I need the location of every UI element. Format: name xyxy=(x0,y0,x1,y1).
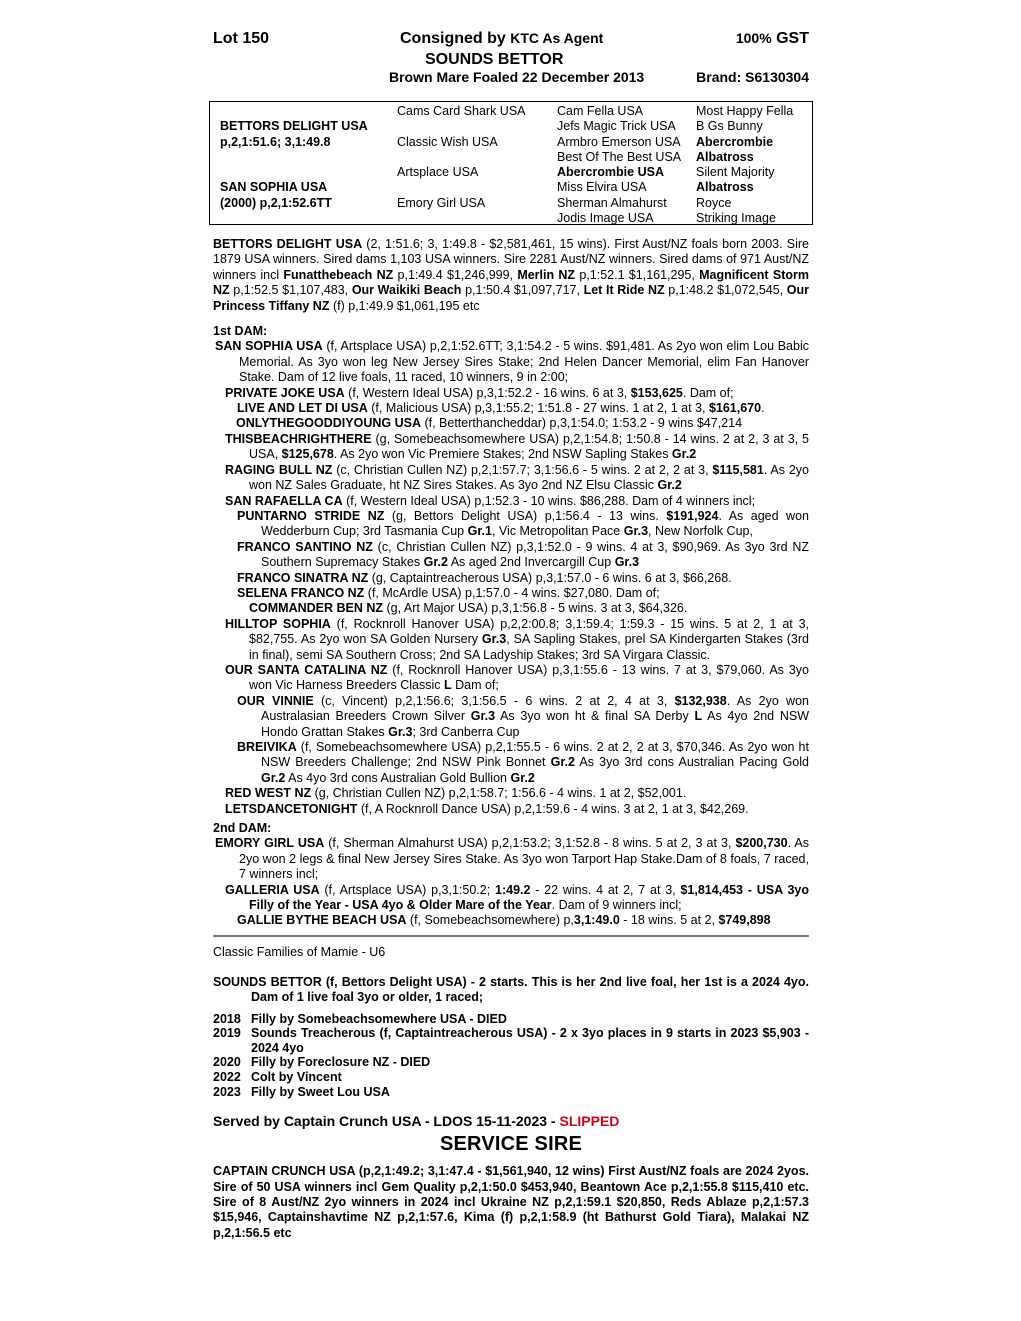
progeny-name: Merlin NZ xyxy=(517,267,576,282)
pedigree-g4: B Gs Bunny xyxy=(696,119,763,133)
entry-text: , Vic Metropolitan Pace xyxy=(491,524,624,539)
entry-text: (f, Somebeachsomewhere) p, xyxy=(406,913,574,928)
horse-name: SELENA FRANCO NZ xyxy=(237,585,365,600)
entry-text: (g, Christian Cullen NZ) p,2,1:58.7; 1:56.6 - 4 wins. 1 at 2, $52,001. xyxy=(311,786,687,801)
race-grade: Gr.2 xyxy=(261,770,286,785)
pedigree-dam: SAN SOPHIA USA xyxy=(220,180,328,194)
entry-text: As 3yo 3rd cons Australian Pacing Gold xyxy=(574,755,809,770)
horse-name: GALLERIA USA xyxy=(225,882,320,897)
entry-text: (g, Captaintreacherous USA) p,3,1:57.0 - 6 wins. 6 at 3, $66,268. xyxy=(368,570,732,585)
progeny-name: Our Princess Tiffany NZ xyxy=(213,283,810,313)
dam-entry-galleria xyxy=(213,883,809,914)
race-grade: Gr.1 xyxy=(467,524,492,539)
entry-text: . Dam of; xyxy=(682,385,734,400)
served-text: Served by Captain Crunch USA - LDOS 15-11-2023 - xyxy=(213,1113,560,1130)
horse-name: OUR SANTA CATALINA NZ xyxy=(225,662,388,677)
entry-text: . As 2yo won Vic Premiere Stakes; 2nd NSW Sapling Stakes xyxy=(333,447,672,462)
classic-family: Classic Families of Mamie - U6 xyxy=(213,944,386,959)
entry-text: (f, Western Ideal USA) p,1:52.3 - 10 wins. $86,288. Dam of 4 winners incl; xyxy=(342,493,756,508)
entry-text: , SA Sapling Stakes, prel SA Kindergarten Stakes (3rd in final), semi SA Southern Cross; 2nd SA Ladyship Stakes; 3rd SA Virgara Classic. xyxy=(249,632,809,662)
entry-text: As 4yo 2nd NSW Hondo Grattan Stakes xyxy=(261,709,810,739)
entry-text: (c, Vincent) p,2,1:56.6; 3,1:56.5 - 6 wins. 2 at 2, 4 at 3, xyxy=(313,693,675,708)
entry-text: (f, Artsplace USA) p,3,1:50.2; xyxy=(319,882,495,897)
produce-year: 2023 xyxy=(213,1084,241,1099)
entry-text: Dam of; xyxy=(451,678,499,693)
stake-money: $125,678 xyxy=(281,447,334,462)
dam-entry-breivika xyxy=(213,740,809,786)
stake-money: $115,581 xyxy=(712,462,764,477)
dam-entry-hilltop-sophia xyxy=(213,617,809,663)
entry-text: (g, Somebeachsomewhere USA) p,2,1:54.8; 1:50.8 - 14 wins. 2 at 2, 3 at 3, 5 USA, xyxy=(249,431,809,462)
stake-money: $153,625 xyxy=(630,385,683,400)
produce-item xyxy=(213,1026,809,1055)
horse-name: HILLTOP SOPHIA xyxy=(225,616,331,631)
entry-text: ; 3rd Canberra Cup xyxy=(412,724,520,739)
horse-name: FRANCO SANTINO NZ xyxy=(237,539,373,554)
consignor-line xyxy=(400,30,603,48)
race-record: 1:49.2 xyxy=(495,882,531,897)
horse-name: RED WEST NZ xyxy=(225,786,312,801)
horse-name: LETSDANCETONIGHT xyxy=(225,801,358,816)
dam-entry-franco-sinatra xyxy=(213,571,809,586)
pedigree-table xyxy=(209,101,813,225)
race-grade: Gr.3 xyxy=(388,724,413,739)
dam-entry-emory-girl xyxy=(213,836,809,882)
produce-year: 2022 xyxy=(213,1070,241,1085)
dam-entry-gallie-bythe-beach xyxy=(213,913,809,928)
entry-text: (g, Art Major USA) p,3,1:56.8 - 5 wins. 3 at 3, $64,326. xyxy=(383,601,688,616)
pedigree-g3: Armbro Emerson USA xyxy=(557,135,681,149)
pedigree-g3: Sherman Almahurst xyxy=(557,196,667,210)
service-sire-heading: SERVICE SIRE xyxy=(439,1133,583,1156)
entry-text: . xyxy=(761,401,765,416)
gst-label: GST xyxy=(776,30,809,47)
produce-text: Filly by Somebeachsomewhere USA - DIED xyxy=(251,1011,507,1026)
catalogue-page xyxy=(213,30,809,1241)
produce-text: Colt by Vincent xyxy=(251,1070,342,1085)
horse-name: RAGING BULL NZ xyxy=(225,462,333,477)
served-status: SLIPPED xyxy=(559,1113,620,1130)
dam-entry-commander-ben xyxy=(213,601,809,616)
pedigree-g4: Striking Image xyxy=(696,211,776,225)
produce-text: Filly by Sweet Lou USA xyxy=(251,1084,390,1099)
horse-name: PUNTARNO STRIDE NZ xyxy=(237,508,385,523)
entry-text: As 4yo 3rd cons Australian Gold Bullion xyxy=(285,770,511,785)
pedigree-g4: Royce xyxy=(696,196,732,210)
gst xyxy=(736,30,809,48)
entry-text: (c, Christian Cullen NZ) p,2,1:57.7; 3,1:56.6 - 5 wins. 2 at 2, 2 at 3, xyxy=(332,462,713,477)
entry-text: (f, Rocknroll Hanover USA) p,3,1:55.6 - 13 wins. 7 at 3, $79,060. As 3yo won Vic Harness Breeders Classic xyxy=(249,662,809,693)
dam-entry-thisbeachrighthere xyxy=(213,432,809,463)
dam-entry-franco-santino xyxy=(213,540,809,571)
sire-text: p,1:52.5 $1,107,483, xyxy=(229,283,352,298)
entry-text: , New Norfolk Cup, xyxy=(648,524,753,539)
sire-text: p,1:48.2 $1,072,545, xyxy=(664,283,787,298)
horse-name: FRANCO SINATRA NZ xyxy=(237,570,369,585)
dam-entry-raging-bull xyxy=(213,463,809,494)
horse-name: SAN SOPHIA USA xyxy=(215,339,323,354)
section-divider xyxy=(213,935,809,937)
progeny-name: Funatthebeach NZ xyxy=(283,267,394,282)
sire-text: (f) p,1:49.9 $1,061,195 etc xyxy=(329,298,480,313)
pedigree-g3: Cam Fella USA xyxy=(557,104,644,118)
entry-text: - 22 wins. 4 at 2, 7 at 3, xyxy=(530,882,681,897)
pedigree-g2: Cams Card Shark USA xyxy=(397,104,526,118)
second-dam-heading: 2nd DAM: xyxy=(213,821,272,836)
entry-text: (f, McArdle USA) p,1:57.0 - 4 wins. $27,080. Dam of; xyxy=(364,585,660,600)
race-record: 3,1:49.0 xyxy=(573,913,620,928)
pedigree-g4: Silent Majority xyxy=(696,165,775,179)
brand: Brand: S6130304 xyxy=(696,69,809,85)
horse-name: SOUNDS BETTOR xyxy=(425,51,564,68)
produce-item xyxy=(213,1085,809,1100)
sire-text: p,1:52.1 $1,161,295, xyxy=(575,267,700,282)
stake-money: $132,938 xyxy=(674,693,727,708)
entry-text: (f, Betterthancheddar) p,3,1:54.0; 1:53.2 - 9 wins $47,214 xyxy=(420,416,743,431)
pedigree-g3: Best Of The Best USA xyxy=(557,150,682,164)
race-grade: Gr.3 xyxy=(470,709,496,724)
produce-summary: SOUNDS BETTOR (f, Bettors Delight USA) - 2 starts. This is her 2nd live foal, her 1st is a 2024 4yo. Dam of 1 live foal 3yo or older, 1 raced; xyxy=(213,974,809,1005)
dam-entry-puntarno-stride xyxy=(213,509,809,540)
pedigree-g4: Albatross xyxy=(696,150,754,164)
dam-entry-private-joke xyxy=(213,386,809,401)
horse-name: PRIVATE JOKE USA xyxy=(225,385,345,400)
race-grade: Gr.3 xyxy=(614,555,640,570)
horse-name: BREIVIKA xyxy=(237,740,297,754)
entry-text: - 18 wins. 5 at 2, xyxy=(619,913,719,928)
produce-year: 2020 xyxy=(213,1055,241,1070)
race-grade: Gr.3 xyxy=(623,524,649,539)
entry-text: (f, Malicious USA) p,3,1:55.2; 1:51.8 - 27 wins. 1 at 2, 1 at 3, xyxy=(367,401,709,416)
produce-item xyxy=(213,1055,809,1070)
entry-text: (f, Western Ideal USA) p,3,1:52.2 - 16 wins. 6 at 3, xyxy=(344,385,631,400)
horse-name: OUR VINNIE xyxy=(237,693,314,708)
produce-text: Sounds Treacherous (f, Captaintreacherous USA) - 2 x 3yo places in 9 starts in 2023 $5,903 - 2024 4yo xyxy=(251,1026,809,1055)
horse-name: SAN RAFAELLA CA xyxy=(225,493,343,508)
pedigree-g3: Abercrombie USA xyxy=(557,165,664,179)
entry-text: (c, Christian Cullen NZ) p,3,1:52.0 - 9 wins. 4 at 3, $90,969. As 3yo 3rd NZ Southern Supremacy Stakes xyxy=(261,539,809,570)
sire-text: p,1:49.4 $1,246,999, xyxy=(393,267,518,282)
first-dam-heading: 1st DAM: xyxy=(213,324,268,339)
horse-name: ONLYTHEGOODDIYOUNG USA xyxy=(236,416,421,431)
pedigree-g3: Miss Elvira USA xyxy=(557,180,647,194)
stake-money: $1,814,453 - USA 3yo Filly of the Year - USA 4yo & Older Mare of the Year xyxy=(249,882,809,913)
pedigree-dam-record: (2000) p,2,1:52.6TT xyxy=(220,196,332,210)
pedigree-g4: Most Happy Fella xyxy=(696,104,794,118)
pedigree-g3: Jefs Magic Trick USA xyxy=(557,119,676,133)
pedigree-g4: Albatross xyxy=(696,180,754,194)
pedigree-sire: BETTORS DELIGHT USA xyxy=(220,119,368,133)
produce-year: 2018 xyxy=(213,1011,241,1026)
horse-description: Brown Mare Foaled 22 December 2013 xyxy=(389,69,645,85)
sire-name: BETTORS DELIGHT USA xyxy=(213,237,363,251)
dam-entry-selena-franco xyxy=(213,586,809,601)
race-grade: Gr.2 xyxy=(510,770,535,785)
entry-text: (f, Somebeachsomewhere USA) p,2,1:55.5 - 6 wins. 2 at 2, 2 at 3, $70,346. As 2yo won ht NSW Breeders Challenge; 2nd NSW Pink Bonnet xyxy=(261,740,809,770)
pedigree-g2: Classic Wish USA xyxy=(397,135,498,149)
horse-name: COMMANDER BEN NZ xyxy=(249,601,384,616)
produce-list xyxy=(213,1012,809,1100)
produce-year: 2019 xyxy=(213,1026,241,1041)
sire-text: p,1:50.4 $1,097,717, xyxy=(461,283,584,298)
pedigree-g4: Abercrombie xyxy=(696,135,774,149)
horse-name: THISBEACHRIGHTHERE xyxy=(225,431,372,446)
progeny-name: Magnificent Storm NZ xyxy=(213,267,809,298)
entry-text: (f, A Rocknroll Dance USA) p,2,1:59.6 - 4 wins. 3 at 2, 1 at 3, $42,269. xyxy=(357,801,749,816)
race-grade: Gr.2 xyxy=(671,447,697,462)
dam-entry-live-and-let-di xyxy=(213,401,809,416)
entry-text: . As aged won Wedderburn Cup; 3rd Tasmania Cup xyxy=(261,508,809,539)
progeny-name: Let It Ride NZ xyxy=(583,283,665,298)
lot-number: Lot 150 xyxy=(213,30,270,47)
dam-entry-our-vinnie xyxy=(213,694,809,740)
horse-name: LIVE AND LET DI USA xyxy=(237,401,368,416)
entry-text: . As 2yo won Australasian Breeders Crown Silver xyxy=(261,693,809,724)
race-grade: L xyxy=(694,709,703,724)
entry-text: (f, Sherman Almahurst USA) p,2,1:53.2; 3,1:52.8 - 8 wins. 5 at 2, 3 at 3, xyxy=(324,836,736,851)
race-grade: L xyxy=(443,678,452,693)
dam-entry-san-sophia xyxy=(213,339,809,385)
pedigree-g2: Artsplace USA xyxy=(397,165,479,179)
produce-text: Filly by Foreclosure NZ - DIED xyxy=(251,1055,431,1070)
sire-text: (2, 1:51.6; 3, 1:49.8 - $2,581,461, 15 wins). First Aust/NZ foals born 2003. Sire 1879 USA winners. Sired dams 1,103 USA winners. Sire 2281 Aust/NZ winners. Sired dams of 971 Aust/NZ winners incl xyxy=(213,237,809,282)
entry-text: (f, Rocknroll Hanover USA) p,2,2:00.8; 3,1:59.4; 1:59.3 - 15 wins. 5 at 2, 1 at 3, $82,755. As 2yo won SA Golden Nursery xyxy=(249,616,809,647)
sire-summary xyxy=(213,237,809,314)
progeny-name: Our Waikiki Beach xyxy=(351,283,462,298)
consigned-label: Consigned by xyxy=(400,30,506,47)
dam-entry-red-west xyxy=(213,786,809,801)
stake-money: $161,670 xyxy=(708,401,762,416)
dam-entry-san-rafaella xyxy=(213,494,809,509)
dam-entry-our-santa-catalina xyxy=(213,663,809,694)
entry-text: . As 2yo won NZ Sales Graduate, ht NZ Sires Stakes. As 3yo 2nd NZ Elsu Classic xyxy=(249,462,809,493)
race-grade: Gr.2 xyxy=(423,555,448,570)
produce-item xyxy=(213,1070,809,1085)
pedigree-g3: Jodis Image USA xyxy=(557,211,654,225)
stake-money: $200,730 xyxy=(735,836,788,851)
race-grade: Gr.2 xyxy=(657,478,682,493)
race-grade: Gr.2 xyxy=(550,755,575,770)
dam-entry-letsdancetonight xyxy=(213,802,809,817)
entry-text: (f, Artsplace USA) p,2,1:52.6TT; 3,1:54.2 - 5 wins. $91,481. As 2yo won elim Lou Babic Memorial. As 3yo won leg New Jersey Sires Stake; 2nd Helen Dancer Memorial, elim Fan Hanover Stake. Dam of 12 live foals, 11 raced, 10 winners, 9 in 2:00; xyxy=(239,339,809,385)
horse-name: EMORY GIRL USA xyxy=(215,836,325,851)
stake-money: $191,924 xyxy=(666,508,719,523)
service-sire-text: CAPTAIN CRUNCH USA (p,2,1:49.2; 3,1:47.4 - $1,561,940, 12 wins) First Aust/NZ foals are 2024 2yos. Sire of 50 USA winners incl Gem Quality p,2,1:50.0 $453,940, Beantown Ace p,2,1:55.8 $115,410 etc. Sire of 8 Aust/NZ 2yo winners in 2024 incl Ukraine NZ p,2,1:59.1 $20,850, Reds Ablaze p,2,1:57.3 $15,946, Captainshavtime NZ p,2,1:57.6, Kima (f) p,2,1:58.9 (ht Bathurst Gold Tiara), Malakai NZ p,2,1:56.5 etc xyxy=(213,1164,809,1240)
pedigree-g2: Emory Girl USA xyxy=(397,196,486,210)
entry-text: . As 2yo won 2 legs & final New Jersey Sires Stake. As 3yo won Tarport Hap Stake.Dam of 8 foals, 7 raced, 7 winners incl; xyxy=(239,836,809,882)
entry-text: (g, Bettors Delight USA) p,1:56.4 - 13 wins. xyxy=(384,508,667,523)
pedigree-sire-record: p,2,1:51.6; 3,1:49.8 xyxy=(220,135,331,149)
entry-text: As aged 2nd Invercargill Cup xyxy=(447,555,615,570)
lot-header xyxy=(213,30,809,86)
horse-name: GALLIE BYTHE BEACH USA xyxy=(237,913,407,928)
served-line xyxy=(213,1113,809,1129)
produce-item xyxy=(213,1012,809,1027)
race-grade: Gr.3 xyxy=(481,632,507,647)
dam-entry-onlythegooddiyoung xyxy=(213,416,809,431)
entry-text: . Dam of 9 winners incl; xyxy=(551,898,682,913)
gst-percent: 100% xyxy=(735,30,772,46)
stake-money: $749,898 xyxy=(718,913,771,928)
entry-text: As 3yo won ht & final SA Derby xyxy=(495,709,695,724)
consignor: KTC As Agent xyxy=(510,30,604,46)
